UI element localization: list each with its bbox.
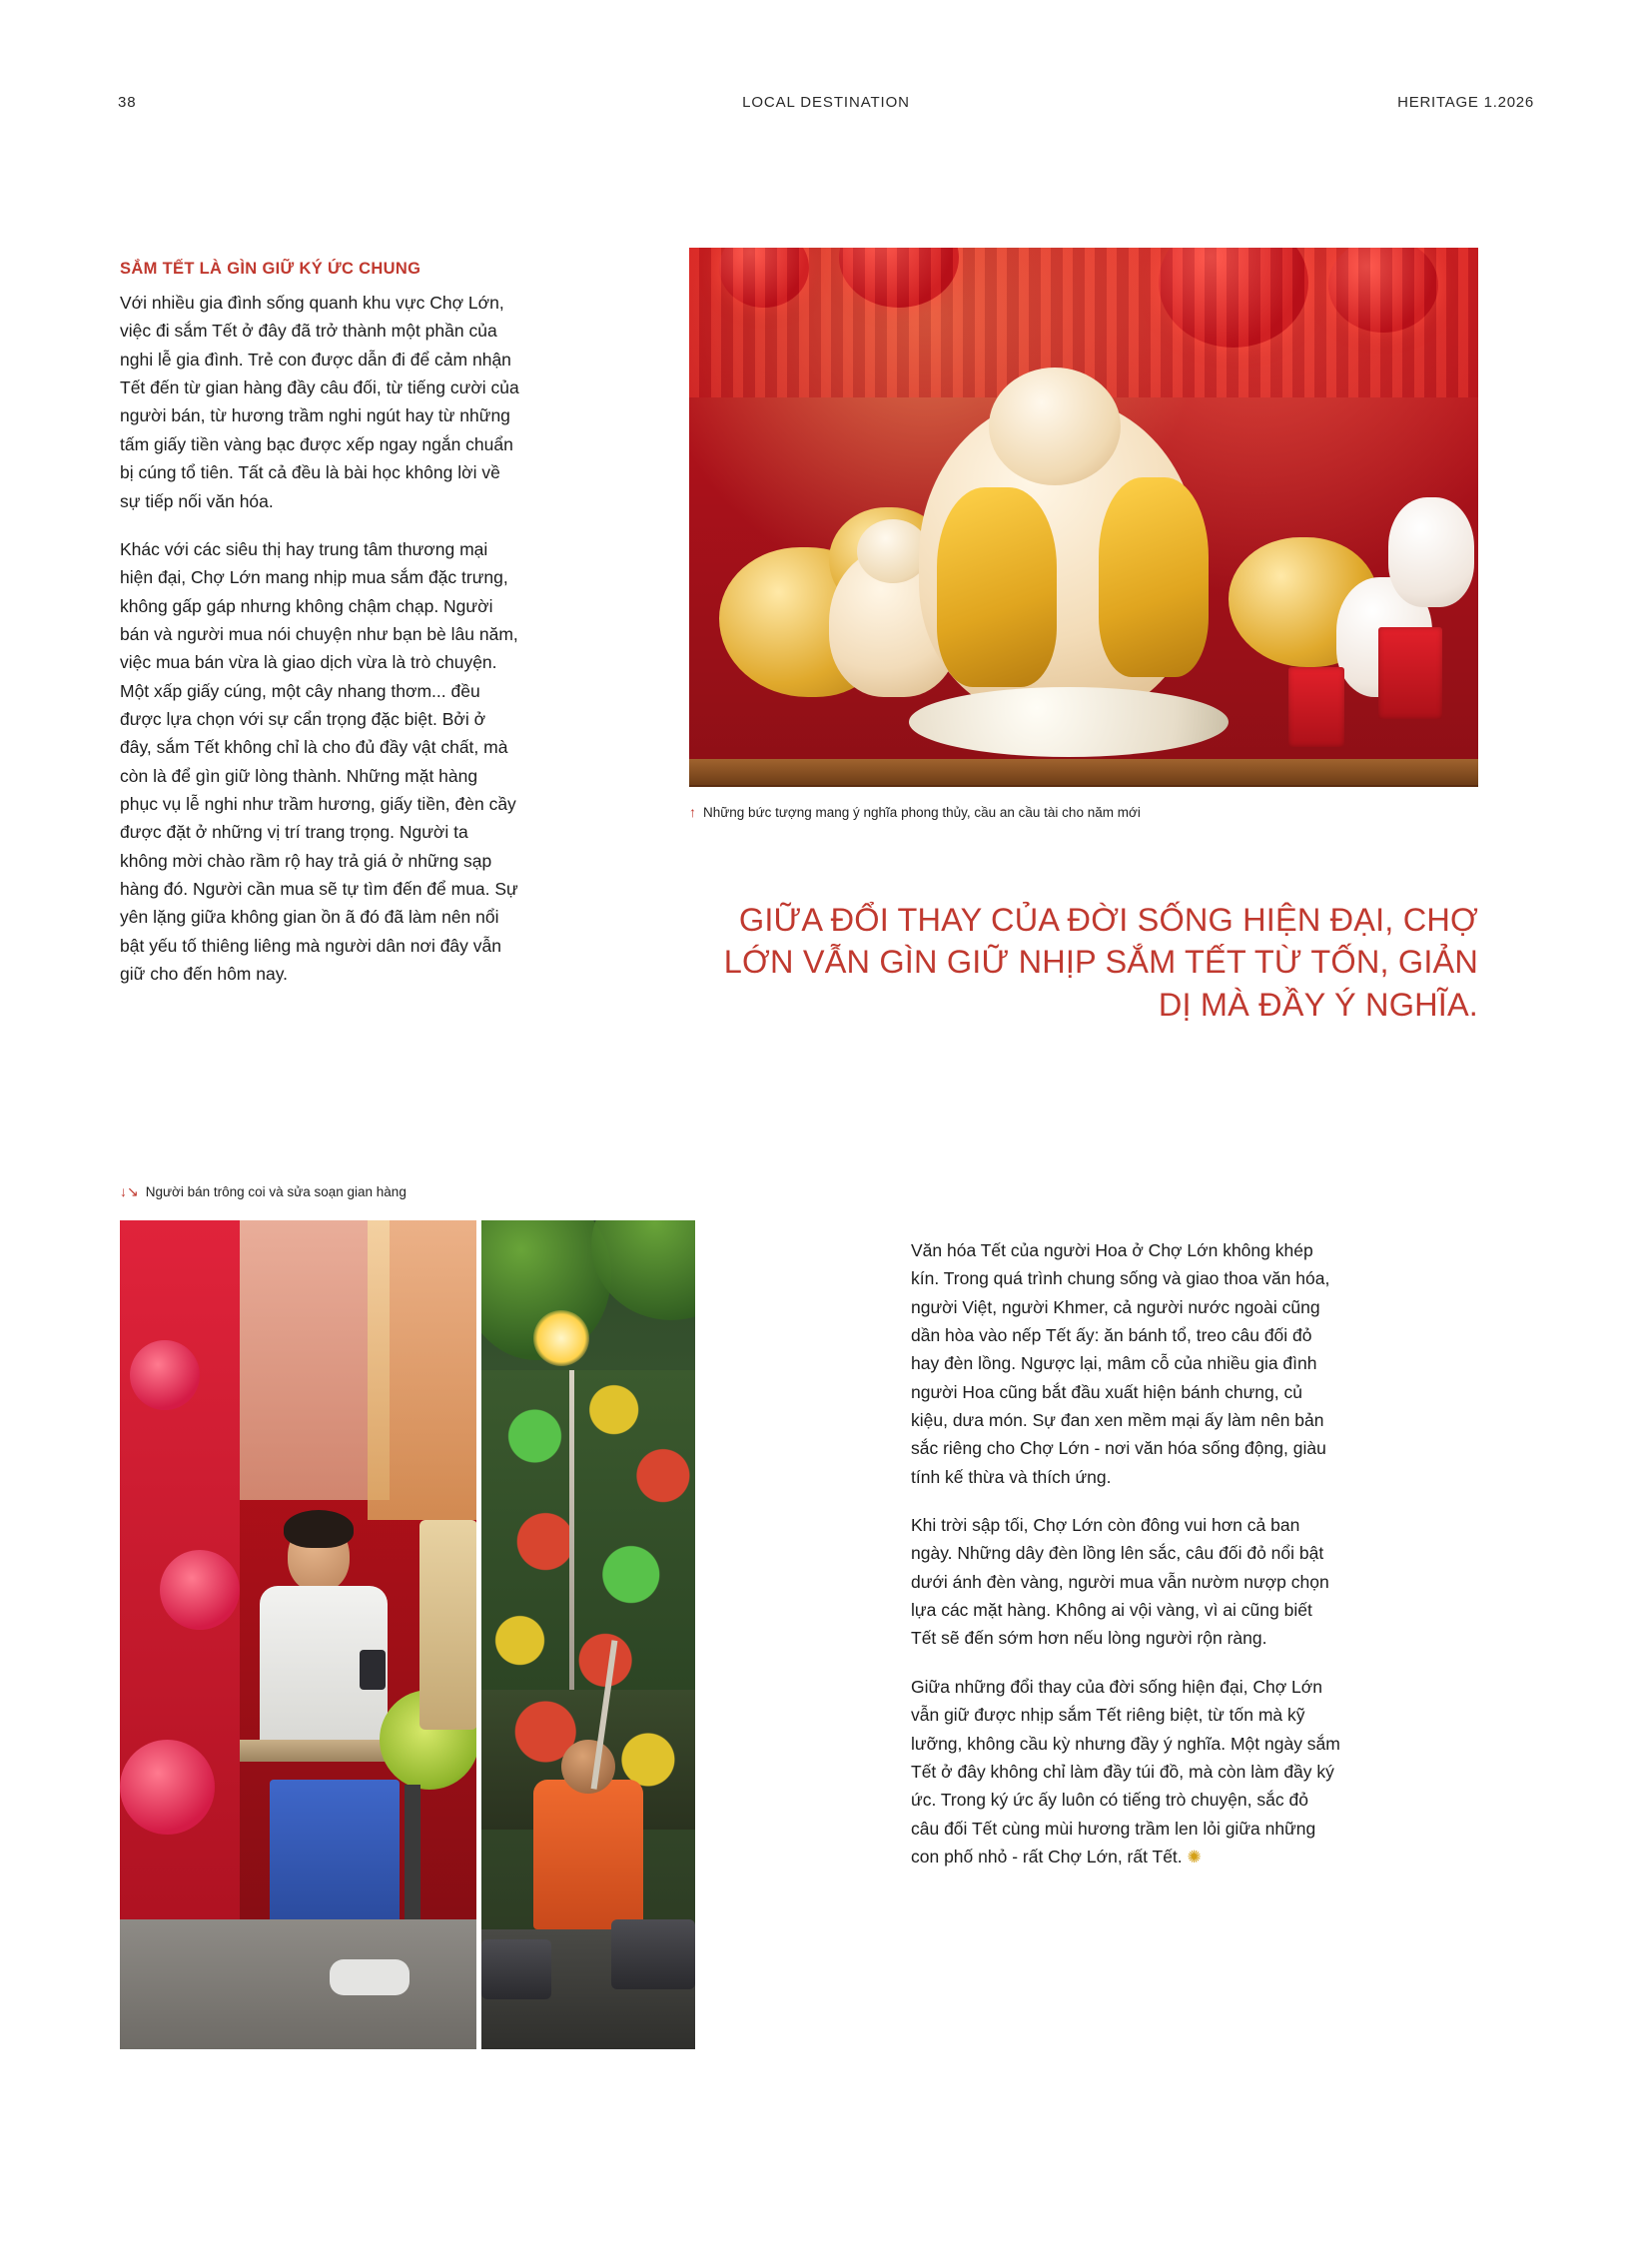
- shopper-shirt: [533, 1780, 643, 1929]
- plastic-stool: [270, 1780, 400, 1929]
- shoe: [330, 1959, 410, 1995]
- body-paragraph: Khác với các siêu thị hay trung tâm thương mại hiện đại, Chợ Lớn mang nhịp mua sắm đặc trưng, không gấp gáp nhưng không chậm chạp. Người bán và người mua nói chuyện như bạn bè lâu năm, việc mua bán vừa là giao dịch vừa là trò chuyện. Một xấp giấy cúng, một cây nhang thơm... đều được lựa chọn với sự cẩn trọng đặc biệt. Bởi ở đây, sắm Tết không chỉ là cho đủ đầy vật chất, mà còn là để gìn giữ lòng thành. Những mặt hàng phục vụ lễ nghi như trầm hương, giấy tiền, đèn cầy được đặt ở những vị trí trang trọng. Người ta không mời chào rầm rộ hay trả giá ở những sạp hàng đó. Người cần mua sẽ tự tìm đến để mua. Sự yên lặng giữa không gian ồn ã đó đã làm nên nổi bật yếu tố thiêng liêng mà người dân nơi đây vẫn giữ cho đến hôm nay.: [120, 538, 518, 984]
- photo-street-lanterns: [481, 1220, 695, 2049]
- left-text-column: [120, 258, 519, 988]
- body-paragraph: Văn hóa Tết của người Hoa ở Chợ Lớn không khép kín. Trong quá trình chung sống và giao thoa văn hóa, người Việt, người Khmer, cả người nước ngoài cũng dần hòa vào nếp Tết ấy: ăn bánh tổ, treo câu đối đỏ hay đèn lồng. Ngược lại, mâm cỗ của nhiều gia đình người Hoa cũng bắt đầu xuất hiện bánh chưng, củ kiệu, dưa món. Sự đan xen mềm mại ấy làm nên bản sắc riêng cho Chợ Lớn - nơi văn hóa sống động, giàu tính kế thừa và thích ứng.: [911, 1240, 1330, 1487]
- photo-buddha-statues: [689, 248, 1478, 787]
- flower-decor: [120, 1740, 215, 1835]
- caption-top-photo: [689, 804, 1478, 822]
- header-issue-label: HERITAGE 1.2026: [1397, 93, 1534, 111]
- shelf-edge: [689, 785, 1478, 787]
- conical-hat: [419, 1520, 476, 1730]
- main-buddha-head: [989, 368, 1121, 485]
- statue-base: [909, 687, 1229, 757]
- shopper-head: [561, 1740, 615, 1794]
- lucky-cat-figurine: [1388, 497, 1474, 607]
- motorbike: [611, 1919, 695, 1989]
- buddha-robe: [1099, 477, 1209, 677]
- caption-text: Những bức tượng mang ý nghĩa phong thủy, cầu an cầu tài cho năm mới: [703, 805, 1141, 820]
- arrow-down-icon: ↓↘: [120, 1183, 139, 1199]
- lantern-cluster: [481, 1370, 695, 1700]
- buddha-robe: [937, 487, 1057, 687]
- floor: [120, 1919, 476, 2049]
- bamboo-pole: [569, 1370, 574, 1700]
- header-section-label: LOCAL DESTINATION: [742, 93, 910, 111]
- phone-icon: [360, 1650, 386, 1690]
- caption-bottom-photo: [120, 1183, 679, 1201]
- photo-vendor-stall: [120, 1220, 476, 2049]
- hanging-cloth: [368, 1220, 476, 1520]
- right-text-column: [911, 1236, 1340, 1870]
- section-heading: SẮM TẾT LÀ GÌN GIỮ KÝ ỨC CHUNG: [120, 260, 421, 278]
- page-header: [118, 92, 1534, 112]
- red-envelope: [1288, 667, 1344, 747]
- body-paragraph-text: Giữa những đổi thay của đời sống hiện đại, Chợ Lớn vẫn giữ được nhịp sắm Tết riêng biệt, từ tốn mà kỹ lưỡng, không cầu kỳ nhưng đầy ý nghĩa. Một ngày sắm Tết ở đây không chỉ làm đầy túi đồ, mà còn làm đầy ký ức. Trong ký ức ấy luôn có tiếng trò chuyện, sắc đỏ câu đối Tết cùng mùi hương trầm len lỏi giữa những con phố nhỏ - rất Chợ Lớn, rất Tết.: [911, 1676, 1340, 1867]
- display-shelf: [689, 759, 1478, 785]
- flower-decor: [130, 1340, 200, 1410]
- motorbike: [481, 1939, 551, 1999]
- flower-decor: [160, 1550, 240, 1630]
- pull-quote: GIỮA ĐỔI THAY CỦA ĐỜI SỐNG HIỆN ĐẠI, CHỢ LỚN VẪN GÌN GIỮ NHỊP SẮM TẾT TỪ TỐN, GIẢN DỊ MÀ ĐẦY Ý NGHĨA.: [723, 902, 1478, 1023]
- arrow-up-icon: ↑: [689, 804, 696, 820]
- light-bulb-icon: [533, 1310, 589, 1366]
- vendor-hair: [284, 1510, 354, 1548]
- end-mark-icon: ✺: [1187, 1847, 1202, 1867]
- body-paragraph-final: [911, 1673, 1340, 1871]
- body-paragraph: Khi trời sập tối, Chợ Lớn còn đông vui hơn cả ban ngày. Những dây đèn lồng lên sắc, câu đối đỏ nổi bật dưới ánh đèn vàng, người mua vẫn nườm nượp chọn lựa các mặt hàng. Không ai vội vàng, vì ai cũng biết Tết sẽ đến sớm hơn nếu lòng người rộn ràng.: [911, 1515, 1329, 1649]
- caption-text: Người bán trông coi và sửa soạn gian hàng: [145, 1184, 407, 1199]
- body-paragraph: Với nhiều gia đình sống quanh khu vực Chợ Lớn, việc đi sắm Tết ở đây đã trở thành một phần của nghi lễ gia đình. Trẻ con được dẫn đi để cảm nhận Tết đến từ gian hàng đầy câu đối, từ tiếng cười của người bán, từ hương trầm nghi ngút hay từ những tấm giấy tiền vàng bạc được xếp ngay ngắn chuẩn bị cúng tổ tiên. Tất cả đều là bài học không lời về sự tiếp nối văn hóa.: [120, 293, 519, 511]
- red-envelope: [1378, 627, 1442, 719]
- page-number: 38: [118, 93, 137, 111]
